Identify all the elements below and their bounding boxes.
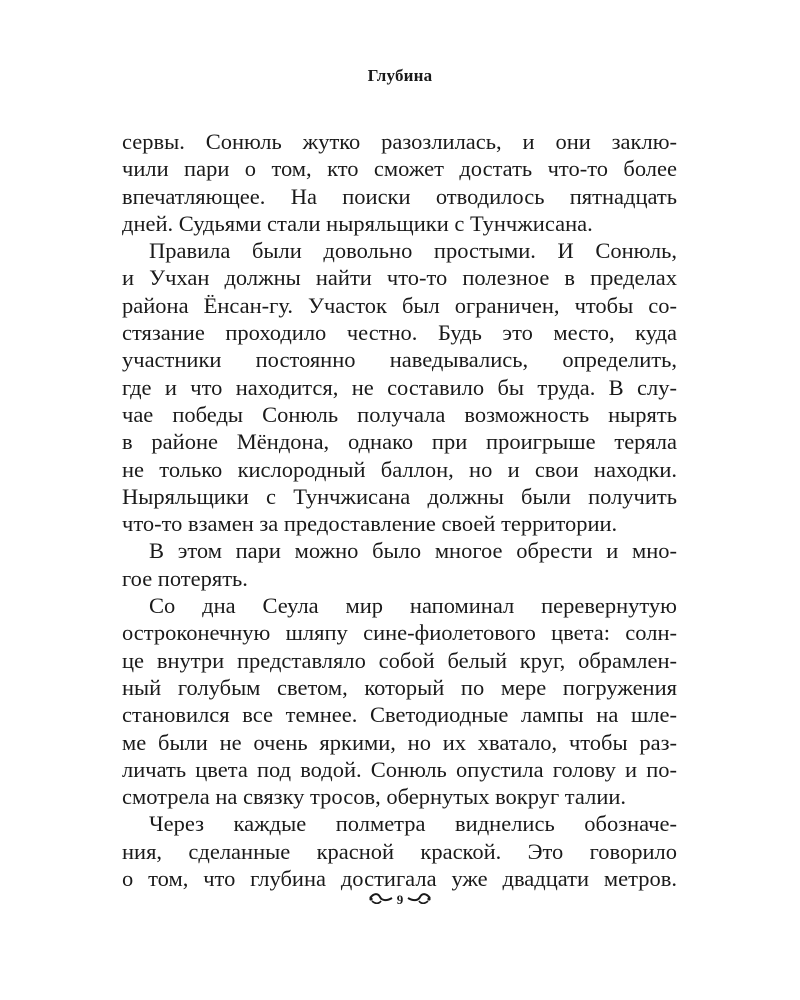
text-line: дней. Судьями стали ныряльщики с Тунчжисана. xyxy=(122,210,593,236)
text-line: участники постоянно наведывались, определить, xyxy=(122,347,677,373)
text-line: района Ёнсан-гу. Участок был ограничен, чтобы со- xyxy=(122,292,677,318)
text-line: не только кислородный баллон, но и свои находки. xyxy=(122,456,677,482)
text-line: становился все темнее. Светодиодные лампы на шле- xyxy=(122,702,677,728)
text-line: в районе Мёндона, однако при проигрыше теряла xyxy=(122,429,677,455)
text-line: о том, что глубина достигала уже двадцати метров. xyxy=(122,866,677,892)
text-line: ме были не очень яркими, но их хватало, чтобы раз- xyxy=(122,729,677,755)
text-line: что-то взамен за предоставление своей территории. xyxy=(122,511,618,537)
text-line: впечатляющее. На поиски отводилось пятнадцать xyxy=(122,183,677,209)
text-line: ный голубым светом, который по мере погружения xyxy=(122,674,677,700)
page-number: 9 xyxy=(396,891,404,907)
text-line: стязание проходило честно. Будь это место, куда xyxy=(122,320,677,346)
text-line: Со дна Сеула мир напоминал перевернутую xyxy=(149,593,677,619)
text-line: и Учхан должны найти что-то полезное в пределах xyxy=(122,265,677,291)
running-head: Глубина xyxy=(367,66,433,85)
left-ornament-icon xyxy=(368,892,394,906)
text-line: гое потерять. xyxy=(122,565,248,591)
text-line: остроконечную шляпу сине-фиолетового цвета: солн- xyxy=(122,620,677,646)
text-line: це внутри представляло собой белый круг, обрамлен- xyxy=(122,647,677,673)
text-line: чае победы Сонюль получала возможность нырять xyxy=(122,401,677,427)
text-line: сервы. Сонюль жутко разозлилась, и они заклю- xyxy=(122,129,677,154)
right-ornament-icon xyxy=(406,892,432,906)
text-line: смотрела на связку тросов, обернутых вокруг талии. xyxy=(122,784,627,810)
text-line: Ныряльщики с Тунчжисана должны были получить xyxy=(122,483,677,509)
text-line: ния, сделанные красной краской. Это говорило xyxy=(122,838,677,864)
text-line: Через каждые полметра виднелись обозначе- xyxy=(149,811,677,837)
page-folio xyxy=(0,892,800,906)
text-line: где и что находится, не составило бы труда. В слу- xyxy=(122,374,677,400)
body-text xyxy=(122,128,677,892)
text-line: В этом пари можно было многое обрести и мно- xyxy=(149,538,677,564)
text-line: чили пари о том, кто сможет достать что-то более xyxy=(122,156,677,182)
text-line: Правила были довольно простыми. И Сонюль, xyxy=(149,238,677,264)
text-line: личать цвета под водой. Сонюль опустила голову и по- xyxy=(122,756,677,782)
